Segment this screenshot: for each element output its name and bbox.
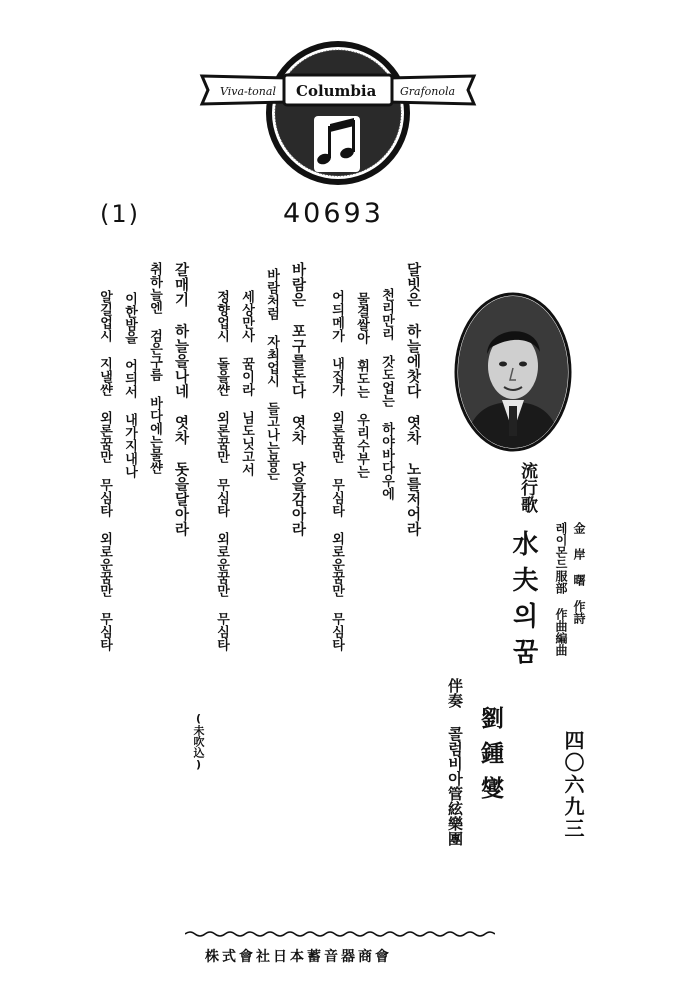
columbia-logo bbox=[198, 38, 478, 188]
disc-number: (1) bbox=[100, 200, 140, 228]
lyric-line: 바람처럼 자최업시 들고나는몸은 bbox=[264, 268, 279, 480]
logo-left-banner-text: Viva-tonal bbox=[220, 85, 276, 98]
lyric-line: 바람은 포구를돈다 엿차 닷을감아라 bbox=[289, 262, 306, 537]
lyric-line: 달빗은 하늘에찻다 엿차 노를저어라 bbox=[404, 262, 421, 537]
lyric-line: 이한밤을 어듸서 내가지내나 bbox=[122, 292, 137, 478]
publisher-name: 株式會社日本蓄音器商會 bbox=[205, 949, 392, 965]
catalog-number-kanji: 四〇六九三 bbox=[561, 730, 585, 840]
accompaniment-credit: 伴奏 콜럼비아管絃樂團 bbox=[446, 678, 464, 846]
singer-portrait bbox=[454, 292, 572, 452]
lyric-line: 물결쌀아 휘도는 우리수부는 bbox=[354, 292, 369, 478]
lyric-line: 어듸메가 내집가 외론꿈만 무심타 외로운꿈만 무심타 bbox=[329, 290, 344, 651]
lyric-line: 천리만리 갓도업는 하야바다우에 bbox=[379, 288, 394, 500]
lyric-line: 갈매기 하늘을나네 엿차 돗을달아라 bbox=[172, 262, 189, 537]
lyric-line: 세상만사 꿈이라 님도닛고서 bbox=[239, 290, 254, 476]
composer-credit: 레이몬드服部 作曲編曲 bbox=[554, 522, 568, 656]
lyric-line: 취하늘엔 검은구름 바다에는물쌴 bbox=[147, 262, 162, 474]
genre-label: 流行歌 bbox=[517, 462, 537, 513]
lyricist-credit: 金 岸 曙 作詩 bbox=[572, 522, 586, 624]
logo-right-banner-text: Grafonola bbox=[400, 85, 456, 98]
lyric-line: 정향업시 돌을쌴 외론꿈만 무심타 외로운꿈만 무심타 bbox=[214, 290, 229, 651]
wavy-divider bbox=[185, 930, 495, 938]
catalog-number: 40693 bbox=[283, 198, 384, 229]
song-title: 水夫의꿈 bbox=[508, 530, 538, 674]
singer-name: 劉鍾燮 bbox=[477, 706, 503, 811]
logo-brand-text: Columbia bbox=[296, 82, 377, 100]
lyric-line: 알길업시 지낼쌴 외론꿈만 무심타 외로운꿈만 무심타 bbox=[97, 290, 112, 651]
music-note-icon bbox=[314, 116, 360, 172]
not-recorded-note: (未吹込) bbox=[192, 712, 205, 771]
